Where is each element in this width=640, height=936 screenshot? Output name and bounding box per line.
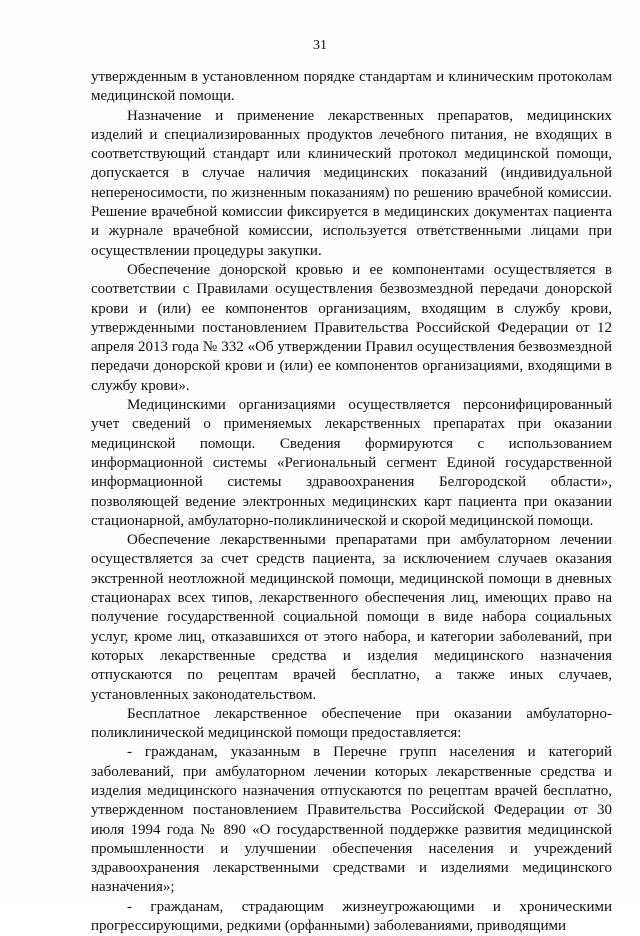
- list-item-rare-diseases: - гражданам, страдающим жизнеугрожающими и хроническими прогрессирующими, редкими (орфанными) заболеваниями, приводящими: [91, 898, 612, 935]
- paragraph-donor-blood: Обеспечение донорской кровью и ее компонентами осуществляется в соответствии с Правилами осуществления безвозмездной передачи донорской крови и (или) ее компонентов организациям, входящим в службу крови, утвержденными постановлением Правительства Российской Федерации от 12 апреля 2013 года № 332 «Об утверждении Правил осуществления безвозмездной передачи донорской крови и (или) ее компонентов организациями, входящими в службу крови».: [91, 261, 612, 394]
- paragraph-personalized-accounting: Медицинскими организациями осуществляется персонифицированный учет сведений о применяемых лекарственных препаратах при оказании медицинской помощи. Сведения формируются с использованием информационной системы «Региональный сегмент Единой государственной информационной системы здравоохранения Белгородской области», позволяющей ведение электронных медицинских карт пациента при оказании стационарной, амбулаторно-поликлинической и скорой медицинской помощи.: [91, 397, 612, 529]
- page-number: 31: [313, 38, 327, 53]
- paragraph-outpatient-drugs: Обеспечение лекарственными препаратами при амбулаторном лечении осуществляется за счет средств пациента, за исключением случаев оказания экстренной неотложной медицинской помощи, медицинской помощи в дневных стационарах всех типов, лекарственного обеспечения лиц, имеющих право на получение государственной социальной помощи в виде набора социальных услуг, кроме лиц, отказавшихся от этого набора, и категории заболеваний, при которых лекарственные средства и изделия медицинского назначения отпускаются по рецептам врачей бесплатно, а также иных случаев, установленных законодательством.: [91, 532, 612, 703]
- page-body: [91, 68, 612, 936]
- paragraph-continuation: утвержденным в установленном порядке стандартам и клиническим протоколам медицинской помощи.: [91, 69, 612, 105]
- list-item-citizens-list: - гражданам, указанным в Перечне групп населения и категорий заболеваний, при амбулаторном лечении которых лекарственные средства и изделия медицинского назначения отпускаются по рецептам врачей бесплатно, утвержденном постановлением Правительства Российской Федерации от 30 июля 1994 года № 890 «О государственной поддержке развития медицинской промышленности и улучшении обеспечения населения и учреждений здравоохранения лекарственными средствами и изделиями медицинского назначения»;: [91, 744, 612, 896]
- paragraph-prescription-rules: Назначение и применение лекарственных препаратов, медицинских изделий и специализированных продуктов лечебного питания, не входящих в соответствующий стандарт или клинический протокол медицинской помощи, допускается в случае наличия медицинских показаний (индивидуальной непереносимости, по жизненным показаниям) по решению врачебной комиссии. Решение врачебной комиссии фиксируется в медицинских документах пациента и журнале врачебной комиссии, используется ответственными лицами при осуществлении процедуры закупки.: [91, 107, 612, 259]
- paragraph-free-drug-provision: Бесплатное лекарственное обеспечение при оказании амбулаторно-поликлинической медицинской помощи предоставляется:: [91, 705, 612, 742]
